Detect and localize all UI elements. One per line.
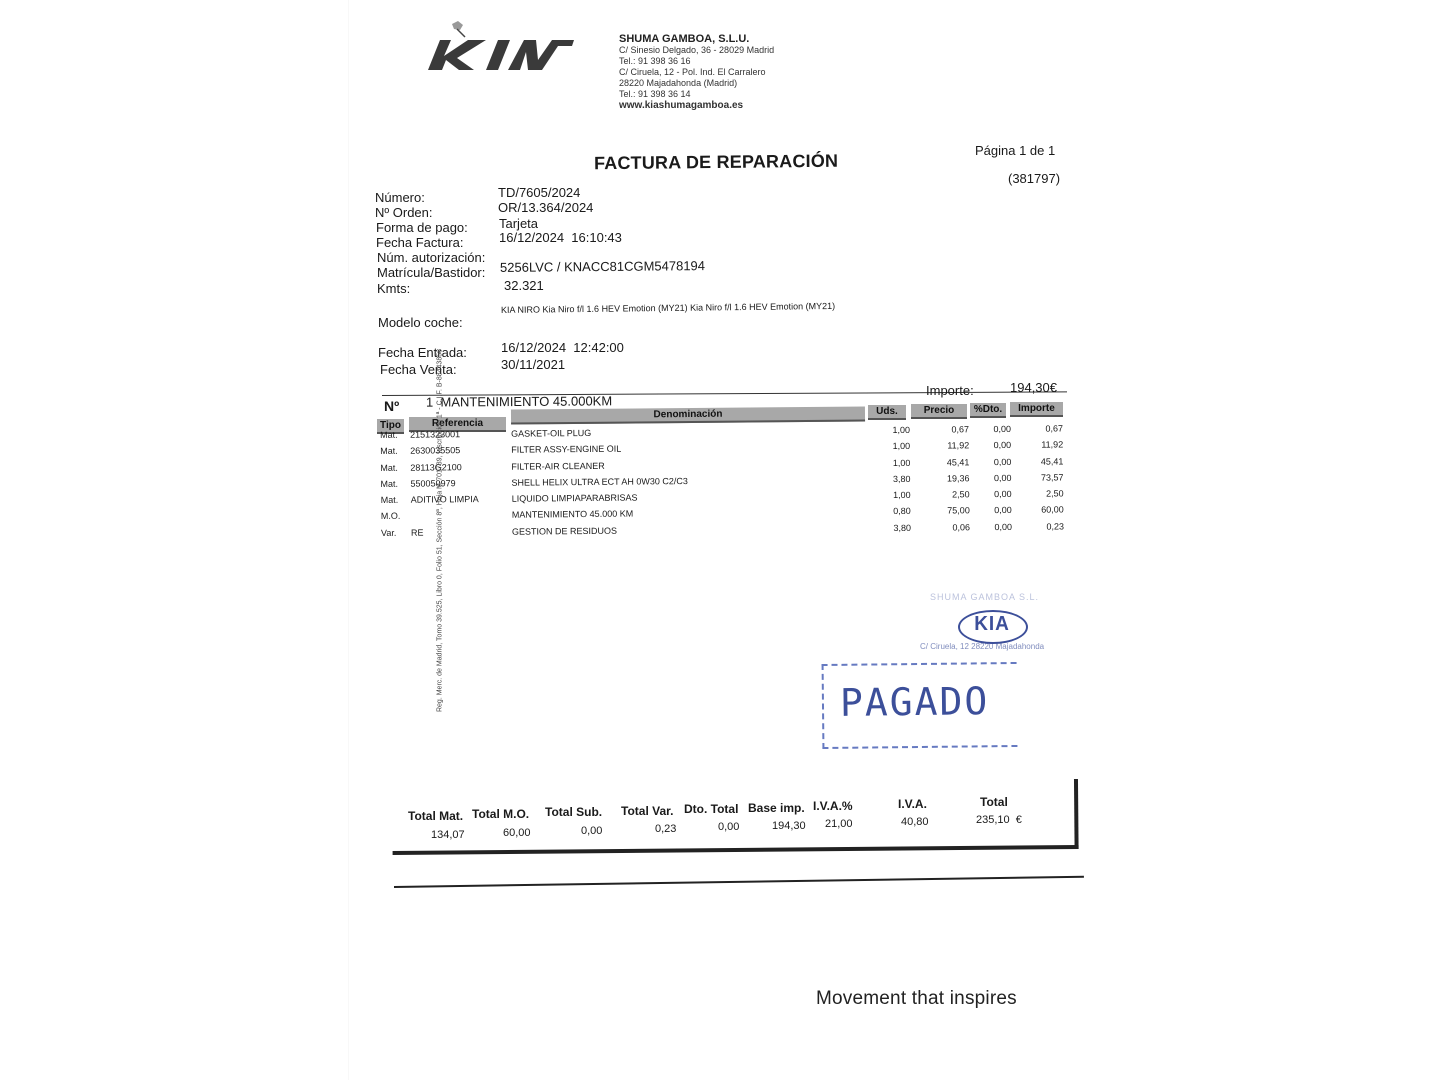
base-imp-label: Base imp. [748, 801, 805, 815]
company-website: www.kiashumagamboa.es [619, 100, 744, 111]
row-tipo: M.O. [380, 511, 401, 522]
fecha-venta-value: 30/11/2021 [501, 357, 566, 372]
row-uds: 0,80 [893, 506, 911, 517]
numero-label: Número: [375, 190, 425, 205]
total-mat-value: 134,07 [431, 829, 465, 841]
forma-pago-label: Forma de pago: [376, 220, 468, 235]
kmts-label: Kmts: [377, 281, 411, 296]
kmts-value: 32.321 [504, 278, 544, 293]
matricula-label: Matrícula/Bastidor: [377, 265, 486, 280]
fecha-factura-label: Fecha Factura: [376, 235, 464, 250]
document-code: (381797) [1008, 171, 1061, 186]
row-denominacion: FILTER ASSY-ENGINE OIL [511, 443, 622, 456]
orden-value: OR/13.364/2024 [498, 200, 594, 215]
company-info [619, 34, 774, 111]
row-denominacion: SHELL HELIX ULTRA ECT AH 0W30 C2/C3 [511, 475, 688, 488]
section-importe-value: 194,30€ [1010, 380, 1057, 395]
row-tipo: Mat. [379, 429, 398, 440]
kia-logo [424, 18, 579, 78]
table-header-tipo: Tipo [377, 419, 404, 434]
iva-pct-value: 21,00 [825, 818, 853, 830]
row-precio: 45,41 [946, 456, 970, 468]
row-tipo: Mat. [380, 462, 398, 473]
modelo-value: KIA NIRO Kia Niro f/l 1.6 HEV Emotion (MY21) Kia Niro f/l 1.6 HEV Emotion (MY21) [500, 300, 836, 315]
row-referencia: 2630035505 [410, 445, 461, 456]
row-dto: 0,00 [993, 472, 1012, 483]
row-precio: 0,67 [951, 424, 970, 435]
section-importe-label: Importe: [926, 383, 974, 398]
table-header-uds: Uds. [868, 405, 906, 420]
row-uds: 1,00 [892, 441, 911, 452]
row-denominacion: LIQUIDO LIMPIAPARABRISAS [511, 492, 638, 504]
table-header-dto: %Dto. [970, 403, 1006, 418]
row-importe: 45,41 [1040, 456, 1064, 467]
fecha-entrada-value: 16/12/2024 12:42:00 [501, 340, 624, 355]
dto-total-value: 0,00 [718, 821, 740, 833]
row-denominacion: MANTENIMIENTO 45.000 KM [511, 509, 634, 521]
total-sub-value: 0,00 [581, 825, 603, 837]
section-title: 1 MANTENIMIENTO 45.000KM [425, 393, 613, 410]
company-address-line: C/ Ciruela, 12 - Pol. Ind. El Carralero [619, 67, 766, 77]
total-mat-label: Total Mat. [408, 809, 464, 823]
company-name: SHUMA GAMBOA, S.L.U. [619, 33, 750, 45]
row-dto: 0,00 [994, 521, 1013, 532]
row-dto: 0,00 [994, 489, 1012, 500]
total-sub-label: Total Sub. [545, 805, 603, 819]
iva-value: 40,80 [901, 816, 929, 828]
fecha-entrada-label: Fecha Entrada: [378, 345, 467, 360]
forma-pago-value: Tarjeta [499, 216, 539, 231]
table-header-importe: Importe [1010, 402, 1063, 417]
row-tipo: Mat. [380, 478, 399, 489]
registry-text: Reg. Merc. de Madrid, Tomo 39.525, Libro 0, Folio 51, Sección 8ª, Hoja M-701739, Inscripción 1ª - C.I.F. B-88443858 [436, 348, 444, 713]
paid-stamp: PAGADO [839, 679, 990, 725]
row-denominacion: GESTION DE RESIDUOS [511, 525, 618, 537]
modelo-label: Modelo coche: [378, 315, 463, 330]
row-precio: 75,00 [947, 505, 970, 517]
base-imp-value: 194,30 [772, 820, 806, 832]
document-title: FACTURA DE REPARACIÓN [593, 150, 839, 174]
row-tipo: Mat. [380, 494, 399, 506]
row-referencia: 550050979 [410, 478, 456, 489]
dealer-stamp-name: SHUMA GAMBOA S.L. [930, 592, 1040, 602]
total-value: 235,10 € [976, 814, 1022, 826]
row-precio: 19,36 [946, 473, 970, 484]
table-header-precio: Precio [911, 404, 967, 419]
row-precio: 0,06 [952, 522, 971, 533]
autorizacion-label: Núm. autorización: [377, 250, 486, 265]
total-mo-value: 60,00 [503, 827, 531, 839]
slogan: Movement that inspires [816, 988, 1017, 1009]
row-referencia: 28113G2100 [410, 461, 462, 473]
row-dto: 0,00 [994, 505, 1012, 516]
row-uds: 3,80 [893, 522, 912, 533]
table-body [378, 423, 1079, 544]
table-header-denominacion: Denominación [511, 406, 865, 424]
company-address-line: C/ Sinesio Delgado, 36 - 28029 Madrid [619, 45, 775, 55]
row-referencia: RE [410, 527, 424, 538]
row-uds: 1,00 [893, 490, 911, 501]
section-number-label: Nº [384, 398, 400, 414]
row-importe: 73,57 [1040, 472, 1064, 483]
row-importe: 0,23 [1046, 521, 1065, 532]
dealer-stamp-address: C/ Ciruela, 12 28220 Majadahonda [920, 642, 1045, 651]
matricula-value: 5256LVC / KNACC81CGM5478194 [499, 258, 706, 275]
row-denominacion: FILTER-AIR CLEANER [511, 460, 605, 472]
row-importe: 11,92 [1041, 439, 1064, 450]
row-tipo: Mat. [380, 446, 398, 457]
bottom-rule [394, 876, 1084, 888]
total-var-value: 0,23 [655, 823, 677, 835]
fecha-factura-value: 16/12/2024 16:10:43 [499, 230, 622, 245]
row-referencia: 2151323001 [409, 429, 461, 440]
dealer-stamp-brand: KIA [974, 613, 1010, 635]
total-var-label: Total Var. [621, 804, 674, 818]
totals-box [392, 785, 1074, 857]
iva-pct-label: I.V.A.% [813, 799, 853, 813]
row-dto: 0,00 [993, 456, 1012, 467]
orden-label: Nº Orden: [375, 205, 433, 220]
row-precio: 2,50 [952, 489, 970, 500]
company-address-line: 28220 Majadahonda (Madrid) [619, 78, 738, 88]
row-precio: 11,92 [947, 440, 970, 451]
row-importe: 2,50 [1046, 488, 1064, 499]
table-header-referencia: Referencia [409, 417, 506, 432]
company-address-line: Tel.: 91 398 36 16 [619, 56, 691, 66]
row-uds: 3,80 [892, 473, 911, 484]
row-denominacion: GASKET-OIL PLUG [510, 427, 592, 439]
scan-edge [348, 0, 349, 1080]
row-uds: 1,00 [892, 457, 911, 468]
row-dto: 0,00 [993, 440, 1012, 451]
company-address-line: Tel.: 91 398 36 14 [619, 89, 691, 99]
row-tipo: Var. [380, 527, 397, 538]
page-number: Página 1 de 1 [975, 143, 1056, 158]
iva-label: I.V.A. [898, 797, 927, 811]
row-importe: 0,67 [1045, 423, 1064, 434]
row-dto: 0,00 [993, 423, 1012, 435]
fecha-venta-label: Fecha Venta: [380, 362, 457, 377]
row-referencia: ADITIVO LIMPIA [410, 494, 479, 505]
row-importe: 60,00 [1041, 504, 1064, 516]
total-label: Total [980, 795, 1008, 809]
row-uds: 1,00 [892, 424, 911, 436]
numero-value: TD/7605/2024 [498, 185, 581, 200]
dto-total-label: Dto. Total [684, 802, 739, 816]
total-mo-label: Total M.O. [472, 807, 530, 821]
